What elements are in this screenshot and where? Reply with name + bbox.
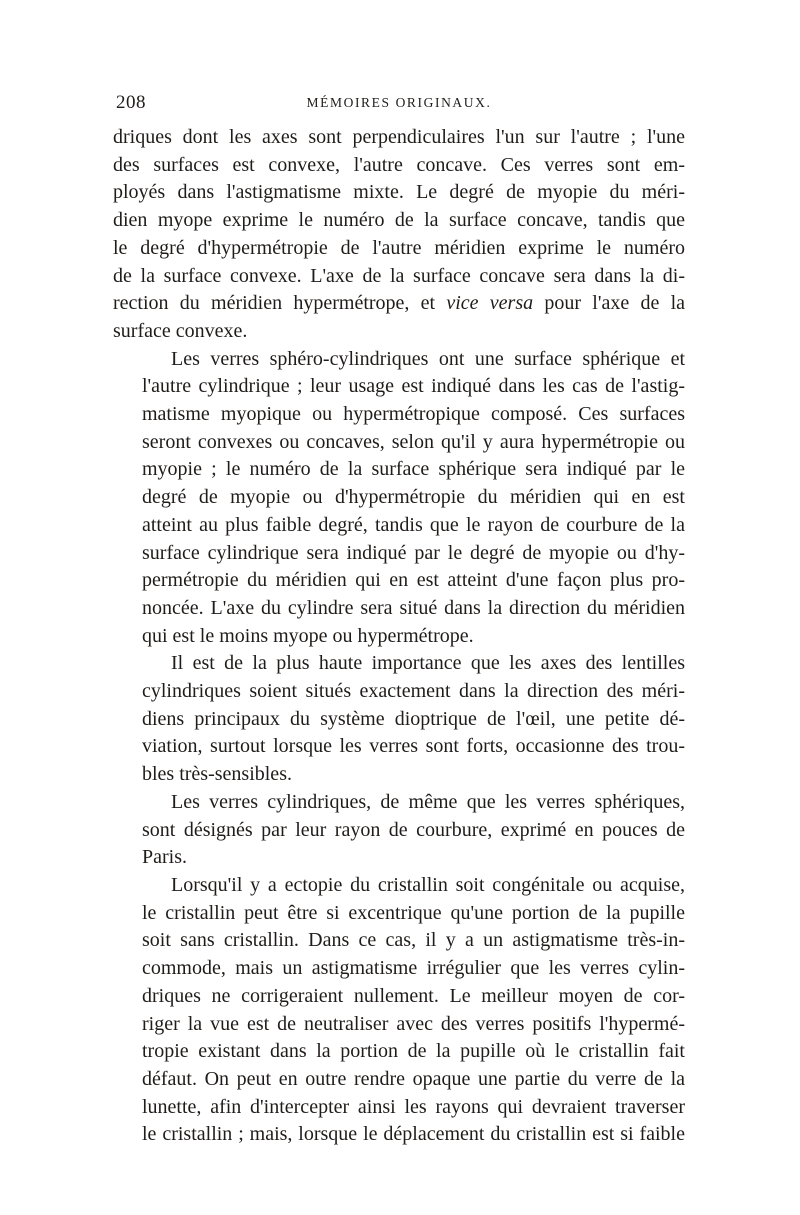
text-line: sont désignés par leur rayon de courbure, exprimé en pouces de (142, 818, 685, 841)
text-line: de la surface convexe. L'axe de la surface concave sera dans la di- (113, 264, 685, 287)
text-line: défaut. On peut en outre rendre opaque une partie du verre de la (142, 1067, 685, 1090)
text-line: l'autre cylindrique ; leur usage est indiqué dans les cas de l'astig- (142, 375, 685, 398)
text-line: le degré d'hypermétropie de l'autre méridien exprime le numéro (113, 236, 685, 259)
text-line: dien myope exprime le numéro de la surface concave, tandis que (113, 209, 685, 232)
paragraph-3 (113, 650, 685, 789)
text-line: myopie ; le numéro de la surface sphérique sera indiqué par le (142, 458, 685, 481)
text-line: le cristallin peut être si excentrique qu'une portion de la pupille (142, 901, 685, 924)
text-line: driques ne corrigeraient nullement. Le meilleur moyen de cor- (142, 984, 685, 1007)
text-line: tropie existant dans la portion de la pupille où le cristallin fait (142, 1040, 685, 1063)
running-head (113, 92, 685, 122)
text-line: soit sans cristallin. Dans ce cas, il y a un astigmatisme très-in- (142, 929, 685, 952)
text-line: seront convexes ou concaves, selon qu'il y aura hypermétropie ou (142, 430, 685, 453)
text-line: permétropie du méridien qui en est atteint d'une façon plus pro- (142, 569, 685, 592)
text-line-with-italic (113, 290, 685, 318)
paragraph-4 (113, 789, 685, 872)
text-line: Paris. (142, 846, 187, 869)
text-line: commode, mais un astigmatisme irrégulier que les verres cylin- (142, 957, 685, 980)
text-line: riger la vue est de neutraliser avec des verres positifs l'hypermé- (142, 1012, 685, 1035)
text-line: atteint au plus faible degré, tandis que le rayon de courbure de la (142, 513, 685, 536)
paragraph-2 (113, 346, 685, 651)
text-line: degré de myopie ou d'hypermétropie du méridien qui en est (142, 486, 685, 509)
text-line: surface convexe. (113, 319, 248, 342)
page-number: 208 (116, 92, 146, 113)
text-fragment: pour l'axe de la (544, 292, 686, 315)
paragraph-1 (113, 124, 685, 346)
text-line: ployés dans l'astigmatisme mixte. Le degré de myopie du méri- (113, 181, 685, 204)
text-line: le cristallin ; mais, lorsque le déplacement du cristallin est si faible (142, 1123, 685, 1146)
text-line: matisme myopique ou hypermétropique composé. Ces surfaces (142, 403, 685, 426)
text-line: surface cylindrique sera indiqué par le degré de myopie ou d'hy- (142, 541, 685, 564)
text-line: cylindriques soient situés exactement dans la direction des méri- (142, 680, 685, 703)
paragraph-5 (113, 872, 685, 1149)
text-fragment: rection du méridien hypermétrope, et (113, 292, 436, 315)
text-line: Il est de la plus haute importance que les axes des lentilles (171, 652, 685, 675)
text-line: qui est le moins myope ou hypermétrope. (142, 624, 474, 647)
text-line: Les verres sphéro-cylindriques ont une surface sphérique et (171, 347, 685, 370)
body-text (113, 124, 685, 1149)
text-line: noncée. L'axe du cylindre sera situé dans la direction du méridien (142, 596, 685, 619)
text-line: lunette, afin d'intercepter ainsi les rayons qui devraient traverser (142, 1095, 685, 1118)
text-line: des surfaces est convexe, l'autre concave. Ces verres sont em- (113, 153, 685, 176)
text-line: viation, surtout lorsque les verres sont forts, occasionne des trou- (142, 735, 685, 758)
text-line: diens principaux du système dioptrique de l'œil, une petite dé- (142, 707, 685, 730)
text-line: bles très-sensibles. (142, 763, 292, 786)
book-page (113, 92, 685, 1149)
running-title: MÉMOIRES ORIGINAUX. (306, 95, 492, 110)
text-line: driques dont les axes sont perpendiculaires l'un sur l'autre ; l'une (113, 126, 685, 148)
text-line: Lorsqu'il y a ectopie du cristallin soit congénitale ou acquise, (171, 873, 685, 896)
text-line: Les verres cylindriques, de même que les verres sphériques, (171, 790, 685, 813)
italic-phrase: vice versa (446, 292, 534, 315)
